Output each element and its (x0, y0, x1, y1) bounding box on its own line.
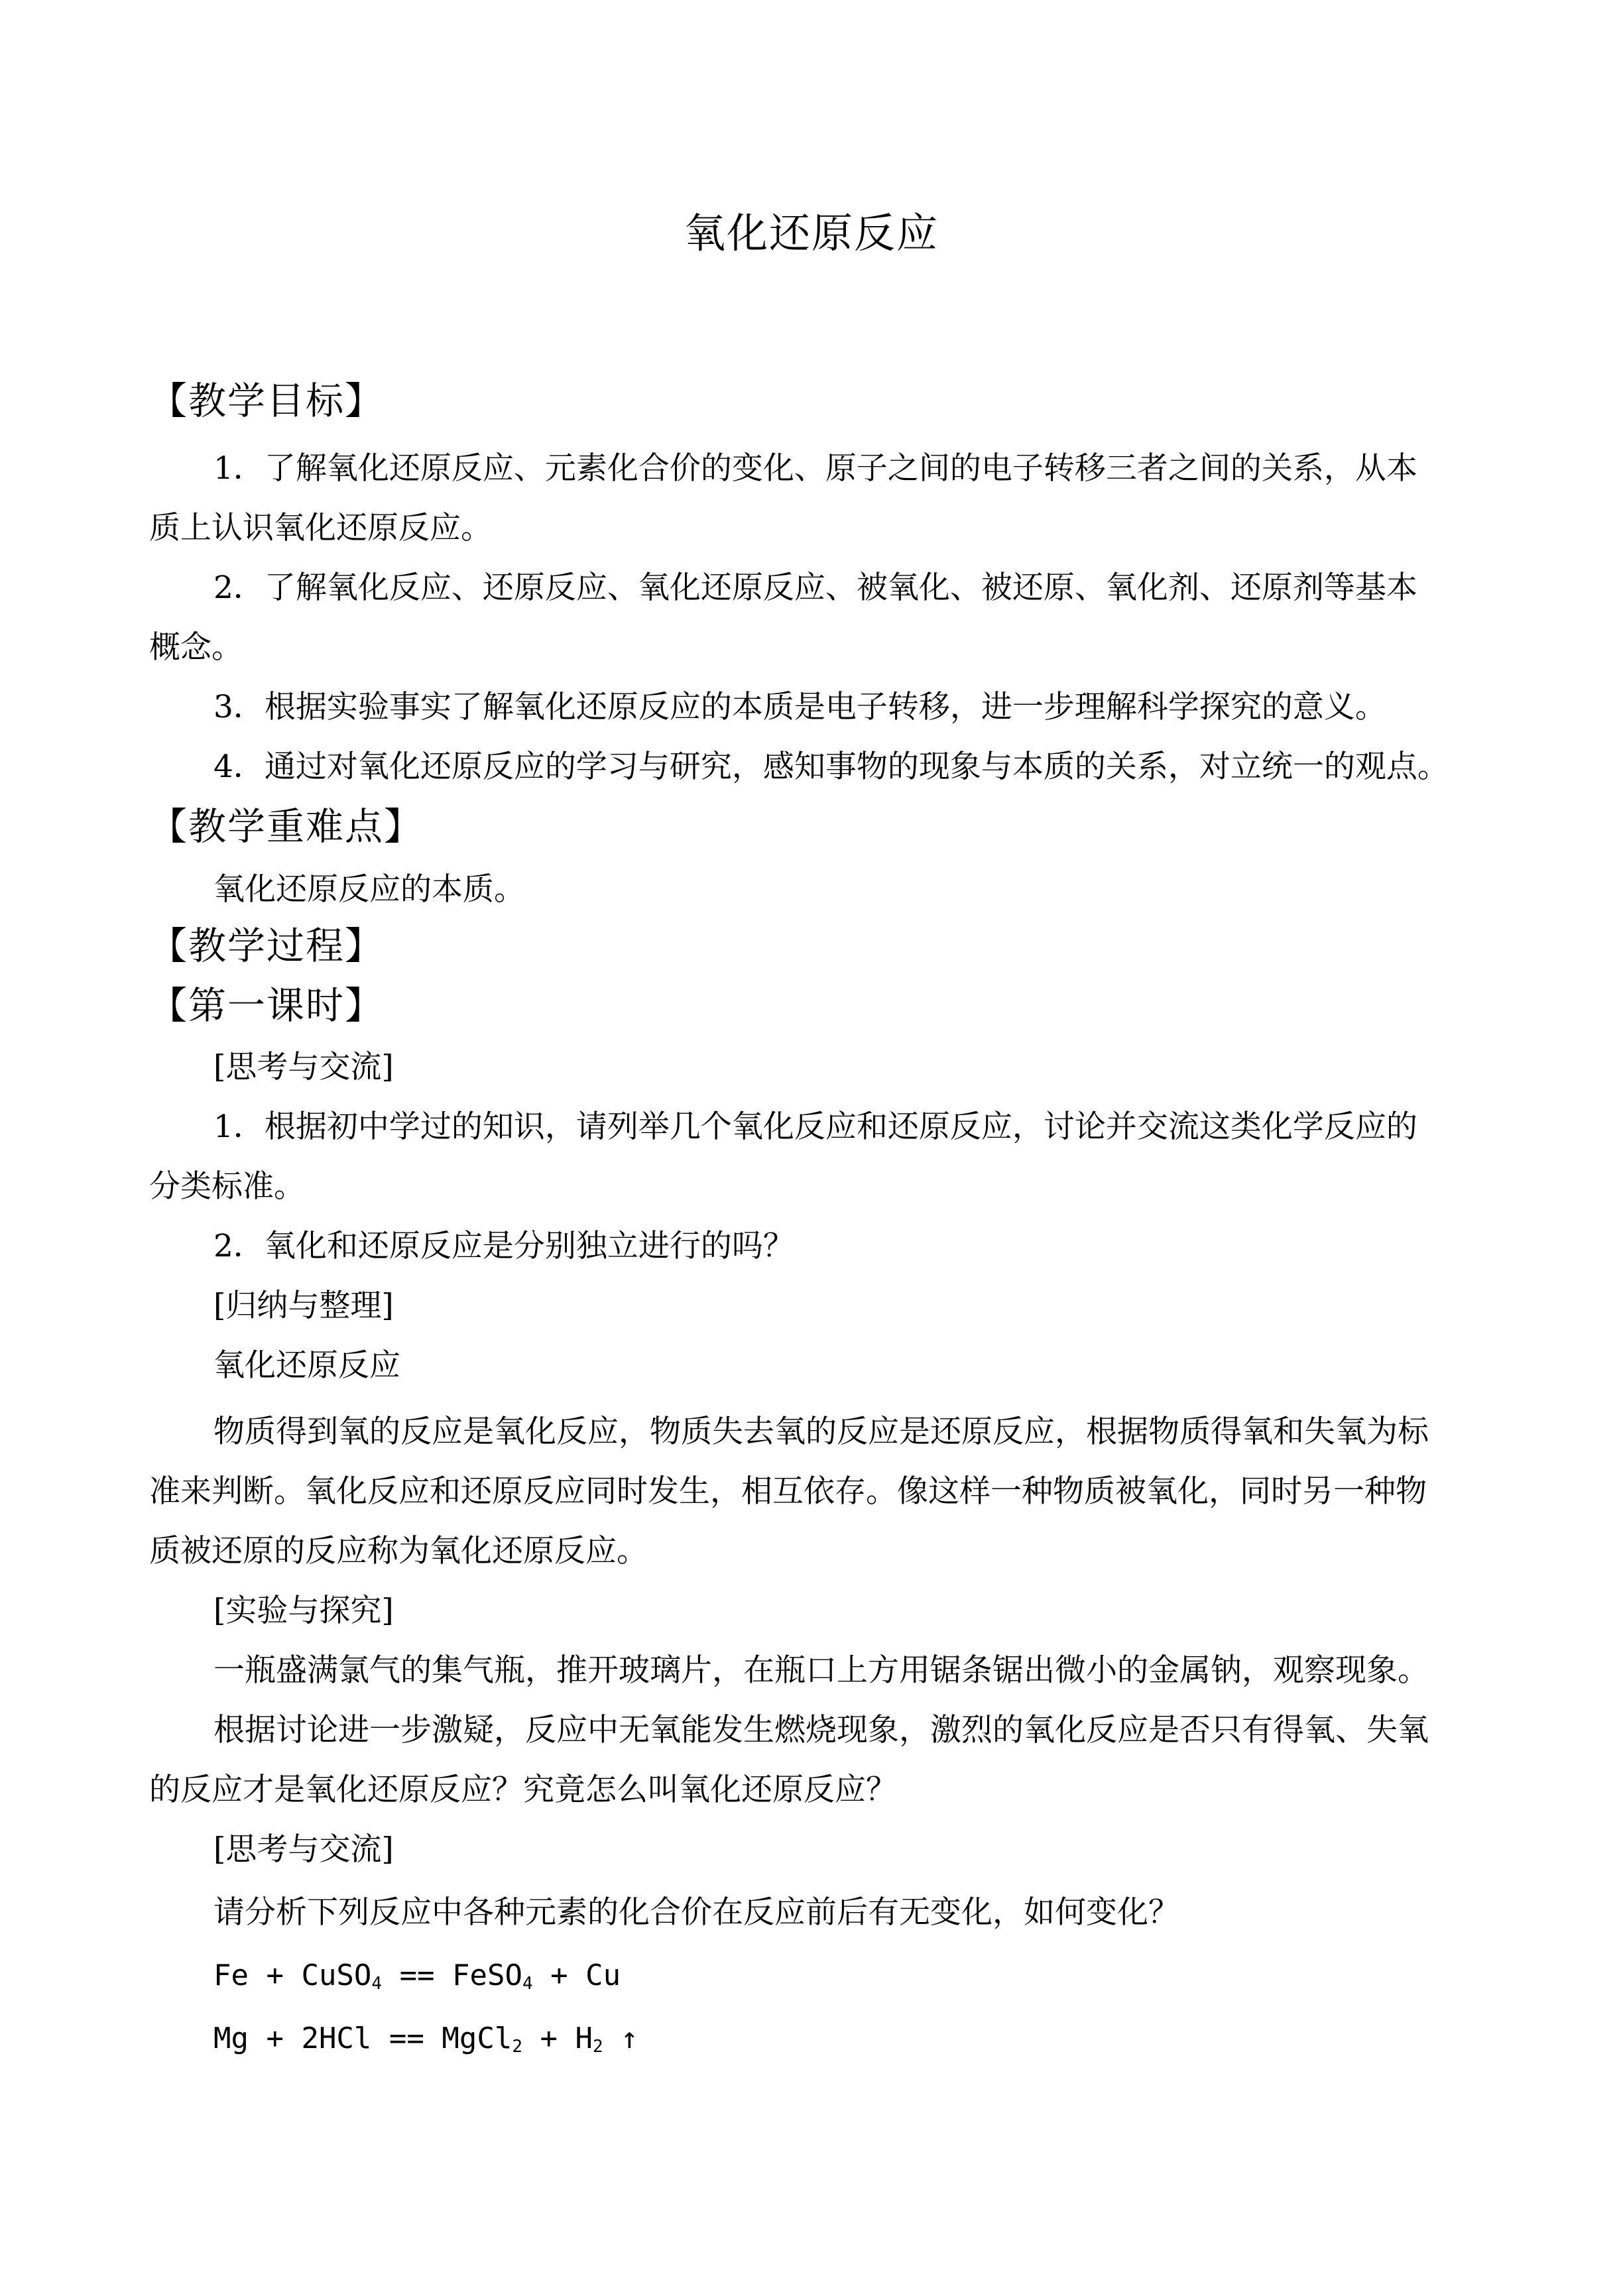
eq1-part-3: + Cu (532, 1959, 621, 1992)
discussion-line-1: 根据讨论进一步激疑，反应中无氧能发生燃烧现象，激烈的氧化反应是否只有得氧、失氧 (213, 1712, 1429, 1748)
discussion-line-2: 的反应才是氧化还原反应？究竟怎么叫氧化还原反应？ (149, 1772, 897, 1808)
summary-tag: [归纳与整理] (213, 1288, 394, 1324)
summary-line-3: 质被还原的反应称为氧化还原反应。 (149, 1533, 648, 1569)
key-points-text: 氧化还原反应的本质。 (213, 871, 525, 908)
objective-1-line-1: 1．了解氧化还原反应、元素化合价的变化、原子之间的电子转移三者之间的关系，从本 (213, 450, 1417, 487)
eq1-part-1: Fe + CuSO (213, 1959, 372, 1992)
process-heading: 【教学过程】 (149, 924, 384, 968)
page-title: 氧化还原反应 (684, 209, 939, 257)
objective-4: 4．通过对氧化还原反应的学习与研究，感知事物的现象与本质的关系，对立统一的观点。 (213, 749, 1449, 785)
question-2: 2．氧化和还原反应是分别独立进行的吗？ (213, 1228, 794, 1264)
experiment-text: 一瓶盛满氯气的集气瓶，推开玻璃片，在瓶口上方用锯条锯出微小的金属钠，观察现象。 (213, 1652, 1429, 1689)
objective-2-line-2: 概念。 (149, 629, 243, 666)
eq1-sub-2: 4 (522, 1974, 533, 1994)
lesson-heading: 【第一课时】 (149, 984, 384, 1028)
eq2-part-2: + H (522, 2022, 593, 2055)
eq2-part-3: ↑ (603, 2022, 638, 2055)
objective-2-line-1: 2．了解氧化反应、还原反应、氧化还原反应、被氧化、被还原、氧化剂、还原剂等基本 (213, 570, 1417, 606)
think-exchange-tag-1: [思考与交流] (213, 1049, 394, 1085)
experiment-tag: [实验与探究] (213, 1593, 394, 1629)
eq2-sub-1: 2 (512, 2037, 522, 2057)
summary-title: 氧化还原反应 (213, 1347, 400, 1384)
summary-line-1: 物质得到氧的反应是氧化反应，物质失去氧的反应是还原反应，根据物质得氧和失氧为标 (213, 1414, 1429, 1450)
eq2-sub-2: 2 (592, 2037, 603, 2057)
question-1-line-1: 1．根据初中学过的知识，请列举几个氧化反应和还原反应，讨论并交流这类化学反应的 (213, 1109, 1417, 1145)
equation-2 (213, 2016, 638, 2070)
objectives-heading: 【教学目标】 (149, 379, 384, 423)
equation-1 (213, 1953, 621, 2007)
eq1-part-2: == FeSO (382, 1959, 522, 1992)
key-points-heading: 【教学重难点】 (149, 805, 423, 849)
analyze-prompt: 请分析下列反应中各种元素的化合价在反应前后有无变化，如何变化？ (213, 1894, 1179, 1931)
think-exchange-tag-2: [思考与交流] (213, 1831, 394, 1868)
summary-line-2: 准来判断。氧化反应和还原反应同时发生，相互依存。像这样一种物质被氧化，同时另一种物 (149, 1473, 1427, 1510)
eq1-sub-1: 4 (371, 1974, 383, 1994)
eq2-part-1: Mg + 2HCl == MgCl (213, 2022, 512, 2055)
objective-1-line-2: 质上认识氧化还原反应。 (149, 510, 492, 546)
question-1-line-2: 分类标准。 (149, 1168, 305, 1205)
objective-3: 3．根据实验事实了解氧化还原反应的本质是电子转移，进一步理解科学探究的意义。 (213, 689, 1386, 725)
